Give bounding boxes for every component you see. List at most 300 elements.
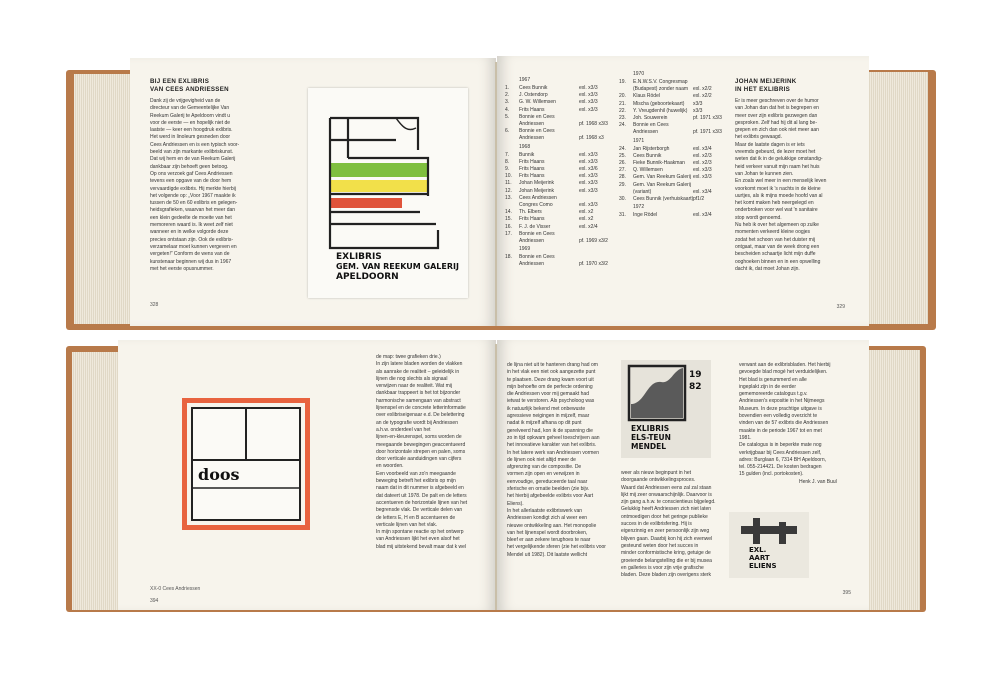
list-item-name: Frits Haans [519,216,545,223]
list-item-name: Bonnie en Cees [519,254,555,261]
list-item-number: 11. [505,180,512,187]
body-line: harmonische samengaan van abstract [376,397,461,404]
list-item-edition: exl. x2/4 [579,223,598,230]
list-item-edition: exl. x2 [579,209,594,216]
list-item-edition: exl. x3/4 [693,145,712,152]
list-item [505,107,617,114]
body-line: vormen zijn open en verwijzen in [507,471,580,478]
list-item-number: 13. [505,194,512,201]
body-line: en galleries is voor zijn vrije grafische [621,564,704,571]
list-item-number: 18. [505,254,512,261]
list-item-number [619,129,633,136]
list-item-number: 30. [619,196,626,203]
body-line: over exlibriseigenaar e.d. De belettering [376,412,465,419]
cross-post-left [753,518,760,544]
body-line: bovendien een volledig overzicht te [739,413,818,420]
body-line: heidsgrafieken, waarvan het meer dan [150,207,236,214]
top-book-page-edge-right [868,72,928,324]
list-item-edition [579,114,617,121]
list-item-name: Frits Haans [519,173,545,180]
bottom-right-col-3 [739,362,855,486]
mendel-exlibris-line-1: EXLIBRIS [631,424,670,433]
list-item-edition: exl. x3/3 [579,173,598,180]
green-band [330,163,428,177]
list-item-name: Bunnik [519,151,535,158]
body-line: vinden van de 57 exlibris die Andriessen [739,420,829,427]
body-line: ooghoeken binnen en in een opwelling [735,258,821,265]
body-line: het hierbij afgebeelde exlibris voor Aart [507,493,594,500]
body-line: verticale lijnen van het vlak. [376,521,438,528]
author-signature: Henk J. van Buul [799,478,837,485]
body-line: gevoegde blad mogé het verduidelijken. [739,369,828,376]
list-item-edition [579,128,617,135]
body-line: lijnenspel en de concrete letterinformatie [376,405,466,412]
body-line: dankbaar trappeert is het tot bijzonder [376,390,461,397]
list-item [619,146,731,153]
list-item [505,231,617,238]
reekum-exlibris-line-2: GEM. VAN REEKUM GALERIJ [336,262,459,271]
page-number: 328 [150,302,159,308]
list-item-edition [693,182,731,189]
list-item-edition: exl. x3/3 [579,151,598,158]
list-item [505,209,617,216]
body-line: accentueren de horizontale lijnen van het [376,499,468,506]
body-line: dankbaar zijn behoeft geen betoog. [150,163,229,170]
list-item-number: 20. [619,93,626,100]
body-line: beweging betreft het exlibris op mijn [376,478,456,485]
list-item-number: 24. [619,145,626,152]
list-item-name: F. J. de Visser [519,223,551,230]
bottom-left-page [118,340,496,610]
body-line: het exlibris gewaagd. [735,134,782,141]
list-item-number [505,238,519,245]
body-line: groeiende belangstelling die er bij musea [621,557,712,564]
cross-post-right [779,522,786,544]
bottom-right-col-1 [507,362,619,559]
list-item-edition: exl. x2/2 [693,86,712,93]
body-line: Mendel uit 1982). Dit laatste wellicht [507,551,588,558]
list-item-name: Gem. Van Reekum Galerij [633,181,691,188]
list-item-number: 4. [505,106,510,113]
list-item [505,85,617,92]
body-line: tussen de 50 en 60 exlibris en gelegen- [150,200,238,207]
list-item [505,114,617,121]
body-line: In het latere werk van Andriessen vormen [507,449,599,456]
body-line: te plaatsen. Deze drang kwam voort uit [507,376,594,383]
body-line: uurtjes, als ik mijns moede hoofd van al [735,192,823,199]
body-line: Maar de laatste dagen is er iets [735,141,805,148]
list-item-number: 10. [505,173,512,180]
list-item-name: Q. Willemsen [633,167,663,174]
body-line: onderbroken voor wel wat 'n sanitaire [735,207,818,214]
top-left-page [130,58,496,326]
body-line: blad mij uitstekend bevalt maar dat k wel [376,543,467,550]
list-item-number: 31. [619,212,626,219]
list-year: 1972 [633,204,645,211]
body-line: begrensde vlak. De verticale delen van [376,507,463,514]
body-line: In mijn spontane reactie op het ontwerp [376,529,464,536]
body-line: voor de eerste — en hopelijk niet de [150,119,231,126]
body-line: In zijn latere bladen worden de vlakken [376,361,463,368]
list-item-name: Johan Meijerink [519,180,555,187]
body-line: De catalogus is in beperkte mate nog [739,442,822,449]
list-item [619,108,731,115]
body-line: eigenzinnig en zeer persoonlijk zijn weg [621,528,710,535]
list-item [619,196,731,203]
top-left-heading [150,78,229,94]
top-right-page [497,56,869,326]
body-line: verzamelaar moet kunnen vergeven en [150,243,237,250]
bottom-right-col-2 [621,470,735,579]
yellow-band [330,180,428,192]
list-item-name: Y. Vreugdenhil (huwelijk) [633,107,688,114]
body-line: laatste — keer een hoogdruk exlibris. [150,127,233,134]
mendel-exlibris [621,360,711,458]
list-item-edition: exl. x3/4 [693,188,712,195]
list-item-edition: exl. x2/3 [693,160,712,167]
list-item-number [505,135,519,142]
bottom-book-page-edge-right [866,350,920,610]
body-line: het innovatieve karakter van het exlibris. [507,442,597,449]
exlibris-list-1 [505,76,617,269]
body-line: verkrijgbaar bij Cees Andriessen zelf, [739,449,822,456]
doos-label: doos [198,465,240,484]
mendel-exlibris-line-3: MENDEL [631,442,666,451]
body-line: bleef er aan zekere terughoes te naar [507,537,591,544]
list-item-name: Joh. Souwerein [633,115,668,122]
list-item-name: Bonnie en Cees [519,230,555,237]
list-item-edition: exl. x3/3 [579,85,598,91]
list-item-number: 22. [619,107,626,114]
page-number: 394 [150,598,159,604]
list-item [505,195,617,202]
reekum-exlibris-print [308,88,468,298]
list-item-edition: pf. 1971 x3/3 [693,115,722,122]
list-item-number: 25. [619,152,626,159]
body-line: succes in de exlibrisfering. Hij is [621,521,692,528]
body-line: gesproken. Zelf had hij dit al lang be- [735,119,817,126]
list-item-edition: exl. x3/3 [579,99,598,106]
body-line: gerelveerd had, kon ik de spanning die [507,427,593,434]
list-item-edition: exl. x3/4 [693,212,712,219]
reekum-exlibris-line-3: APELDOORN [336,272,399,282]
list-item [619,79,731,86]
mendel-year-top: 19 [689,370,702,380]
list-item-name: Th. Elbers [519,209,542,216]
list-item [505,121,617,128]
list-item-edition: exl. x3/3 [579,187,598,194]
list-item [619,167,731,174]
body-line: 1981. [739,434,752,441]
body-line: in het vlak een niet ook aangezette punt [507,369,596,376]
body-line: met het eerste opusnummer. [150,265,214,272]
list-item-number: 7. [505,151,510,158]
list-item [619,174,731,181]
body-line: Waard dat Andriessen eens zal zal staan [621,484,712,491]
list-item-number: 17. [505,230,512,237]
list-year: 1968 [519,143,531,150]
body-line: heid verkeer vanuit mijn raam het huis [735,163,820,170]
body-line: Dat wij hem en de van Reekum Galerij [150,156,236,163]
list-item [619,212,731,219]
list-item-edition: exl. x3/6 [579,166,598,173]
body-line: de letters E, H en B accentueren de [376,514,456,521]
body-line: Nu heb ik over het algemeen op zulke [735,222,819,229]
body-line: van Andriessen lijkt het even alsof het [376,536,460,543]
list-item-number [619,86,633,93]
list-item-number: 8. [505,158,510,165]
body-line: Het werd in linoleum gesneden door [150,134,231,141]
body-line: vergeten!” Conform de wens van de [150,251,230,258]
body-line: wanneer en in welke volgorde deze [150,229,229,236]
body-line: maakte in de periode 1967 tot en met [739,427,822,434]
list-item-number: 24. [619,122,626,129]
body-line: Andriessen kondigt zich al weer een [507,515,588,522]
body-line: meegaande bewegingen geaccentueerd [376,441,466,448]
body-line: Andriessen's expositie in het Nijmeegs [739,398,825,405]
list-item [619,153,731,160]
wave-line [396,118,416,130]
page-number: 329 [836,304,845,310]
list-item-edition: x3/3 [693,100,703,107]
body-line: gesteund weten door het succes in [621,542,699,549]
list-item-name: Cees Andriessen [519,194,557,201]
list-item [505,238,617,245]
list-item-name: Jan Rijsterborgh [633,145,670,152]
body-line: doorgaande ontwikkelingsproces. [621,477,696,484]
list-year: 1967 [519,77,531,83]
body-line: vervaardigde exlibris. Hij merkte hierbij [150,185,236,192]
list-item-edition: exl. x3/3 [579,180,598,187]
mendel-exlibris-line-2: ELS-TEUN [631,433,671,442]
list-year: 1971 [633,137,645,144]
top-right-heading [735,78,797,94]
top-right-body [735,98,853,273]
list-item [505,254,617,261]
list-item-edition [693,79,731,86]
body-line: voorkomt moet ik 's nachts in de kleine [735,185,821,192]
body-line: van het lijnenspel wordt doorbroken, [507,529,588,536]
list-item-number: 1. [505,85,510,91]
body-line: door verticale aanduidingen van cijfers [376,456,462,463]
heading-line: VAN CEES ANDRIESSEN [150,86,229,93]
body-line: weer als nieuw beginpunt in het [621,470,692,476]
body-line: het vergelijkende sferen (zie het exlibris voor [507,544,606,551]
list-item-number: 12. [505,187,512,194]
list-item-edition: pf. 1969 x3/2 [579,238,608,245]
body-line: eenvoudige, gereduceerde taal naar [507,478,588,485]
body-line: van Johan te kunnen zien. [735,170,794,177]
list-item-edition: exl. x3/3 [579,106,598,113]
list-item [619,129,731,136]
list-item [505,135,617,142]
list-item-edition: exl. x2/2 [693,93,712,100]
body-line: naam dat in dit nummer is afgebeeld en [376,485,464,492]
body-line: meer over zijn exlibris gezwegen dan [735,112,818,119]
list-item-name: Cees Bunnik [633,152,662,159]
list-item-name: (Budapest) zonder naam [633,86,689,93]
list-item [505,180,617,187]
list-item-edition: pf. 1968 x3/3 [579,121,608,128]
body-line: bladen. Deze bladen zijn overigens sterk [621,572,712,579]
list-item-name: J. Ostendorp [519,92,548,99]
list-item-name: (variant) [633,188,652,195]
list-item-number [619,189,633,196]
list-item-edition [579,254,617,261]
list-item [619,93,731,100]
body-line: memoreren waard is. Ik weet zelf niet [150,222,233,229]
body-line: Een voorbeeld van zo'n meegaande [376,470,456,477]
list-item-number: 5. [505,113,510,120]
bottom-left-body [376,354,492,551]
body-line: dat dateert uit 1978. De palt en de letters [376,492,467,499]
list-item-edition: pf1/2 [693,196,705,203]
body-line: momenten verkeerd kleine oogjes [735,229,811,236]
list-item [505,166,617,173]
body-line: Cees Andriessen en is een typisch voor- [150,141,240,148]
list-item-name: Frits Haans [519,158,545,165]
body-line: stop wordt genoemd. [735,214,782,221]
list-item-number: 21. [619,100,626,107]
body-line: verwant aan de exlibrisbladen. Het hierbij [739,362,831,368]
list-item-name: Congres Como [519,202,553,209]
body-line: 15 gulden (incl. portokosten). [739,471,804,478]
list-item-edition: pf. 1968 x3 [579,135,604,142]
list-item [505,173,617,180]
list-year: 1969 [519,246,531,253]
list-item-number [505,121,519,128]
body-line: Eliens). [507,500,524,507]
list-item-edition: pf. 1971 x3/3 [693,129,722,136]
body-line: ontmoedigen door het geringe publieke [621,513,708,520]
list-item-name: Frits Haans [519,166,545,173]
top-left-body [150,98,272,273]
body-line: agressieve neigingen in mijzelf, maar [507,413,590,420]
body-line: Op ons verzoek gaf Cees Andriessen [150,170,233,177]
bottom-book [0,330,1000,678]
list-item-name: Gem. Van Reekum Galerij [633,174,691,181]
list-item-name: Andriessen [633,129,659,136]
list-item-edition: exl. x2 [579,216,594,223]
body-line: die Andriessen voor mij gemaakt had [507,391,589,398]
heading-line: IN HET EXLIBRIS [735,86,791,93]
body-line: Reekum Galerij te Apeldoorn vindt u [150,112,231,119]
body-line: minder conformistische kring, getuige de [621,550,711,557]
list-item [505,224,617,231]
top-book-page-edge-left [74,74,136,324]
body-line: blijven gaan. Daarbij kon hij zich evenwel [621,535,713,542]
list-item-name: Cees Bunnik (verhuiskaart) [633,196,693,203]
body-line: tevens een opgave van de door hem [150,178,232,185]
list-item-number: 27. [619,167,626,174]
list-item-number: 3. [505,99,510,106]
reekum-exlibris-line-1: EXLIBRIS [336,252,382,262]
body-line: a.h.w. onderdeel van het [376,426,431,433]
body-line: an de typografie wordt bij Andriessen [376,419,458,426]
body-line: bescheiden schaartje licht mijn duffe [735,251,816,258]
body-line: als aanrake de realiteit – geleidelijk in [376,368,460,375]
body-line: het volgende op: „Voor 1967 maakte ik [150,192,236,199]
body-line: en woorden. [376,463,404,470]
body-line: mijn behoefte om de perfecte ordening [507,383,593,390]
body-line: Er is meer geschreven over de humor [735,98,819,104]
body-line: grepen en zich dan ook niet meer aan [735,127,819,134]
heading-line: BIJ EEN EXLIBRIS [150,78,210,85]
red-band [330,198,402,208]
list-item-number: 28. [619,174,626,181]
list-item-edition: pf. 1970 x3/2 [579,261,608,268]
body-line: de lijnen ook niet altijd meer de [507,456,576,463]
list-item-name: Cees Bunnik [519,85,548,91]
list-item [505,128,617,135]
mendel-year-bottom: 82 [689,382,702,392]
body-line: In het allerlaatste exlibriswerk van [507,507,583,514]
list-item-name: Andriessen [519,238,545,245]
list-year: 1970 [633,71,645,77]
body-line: nadat ik mijzelf afhana op dit punt [507,420,582,427]
list-item [505,188,617,195]
list-item-number: 23. [619,115,626,122]
list-item [619,122,731,129]
list-item-name: Frits Haans [519,106,545,113]
eliens-exlibris-line-1: EXL. [749,546,767,554]
body-line: de lijna niet uit te hanteren drang had om [507,362,598,368]
list-item [505,152,617,159]
body-line: zijn gang a.h.w. te conscientieus bijgelegd. [621,499,716,506]
list-item-edition: exl. x2/3 [693,152,712,159]
body-line: beeld van zijn markante exlibriskunst. [150,149,234,156]
list-item-number: 9. [505,166,510,173]
body-line: weten dat ik in de gelukkige omstandig- [735,156,823,163]
body-line: afgrenzing van de compositie. De [507,464,582,471]
list-item-number [505,261,519,268]
body-line: van Johan dan dat het is begrepen en [735,105,819,112]
body-line: nieuwe ontwikkeling aan. Het monopolie [507,522,597,529]
cross-bar [741,526,797,534]
body-line: lijnen-en-kleurenspel, soms worden de [376,434,462,441]
list-item-number: 29. [619,181,626,188]
list-item-name: Klaus Rödel [633,93,660,100]
body-line: En zoals wel meer in een menselijk leven [735,178,827,185]
body-line: ik natuurlijk bekend met onbewuste [507,405,586,412]
list-item-number: 2. [505,92,510,99]
list-item [619,160,731,167]
body-line: door horizontale strepen en palen, soms [376,448,466,455]
list-item-name: G. W. Willemsen [519,99,556,106]
body-line: kunstenaar beginnen wij dus in 1967 [150,258,232,265]
list-item-number: 14. [505,209,512,216]
list-item-name: Bonnie en Cees [519,113,555,120]
body-line: dacht ik, dat moet Johan zijn. [735,265,800,272]
body-line: tel. 055-214421. De kosten bedragen [739,464,822,471]
list-item [619,189,731,196]
bottom-book-page-edge-left [72,352,122,610]
body-line: precies ontstaan zijn. Ook de exlibris- [150,236,234,243]
body-line: lijkt mij zeer onwaarschijnlijk. Daarvoor is [621,491,712,498]
list-item-edition [579,195,617,202]
list-item [619,115,731,122]
body-line: ietwat te verstoren. Als psycholoog was [507,398,595,405]
body-line: Museum. In deze prachtige uitgave is [739,405,822,412]
list-item-name: Inge Rödel [633,212,658,219]
list-item [505,99,617,106]
list-item-name: Andriessen [519,261,545,268]
list-item-number: 16. [505,223,512,230]
list-item-edition: exl. x3/3 [693,167,712,174]
list-item-name: Fieke Bunnik-Haakman [633,160,685,167]
body-line: Het blad is genummerd en alle [739,376,807,383]
list-item-edition [693,122,731,129]
